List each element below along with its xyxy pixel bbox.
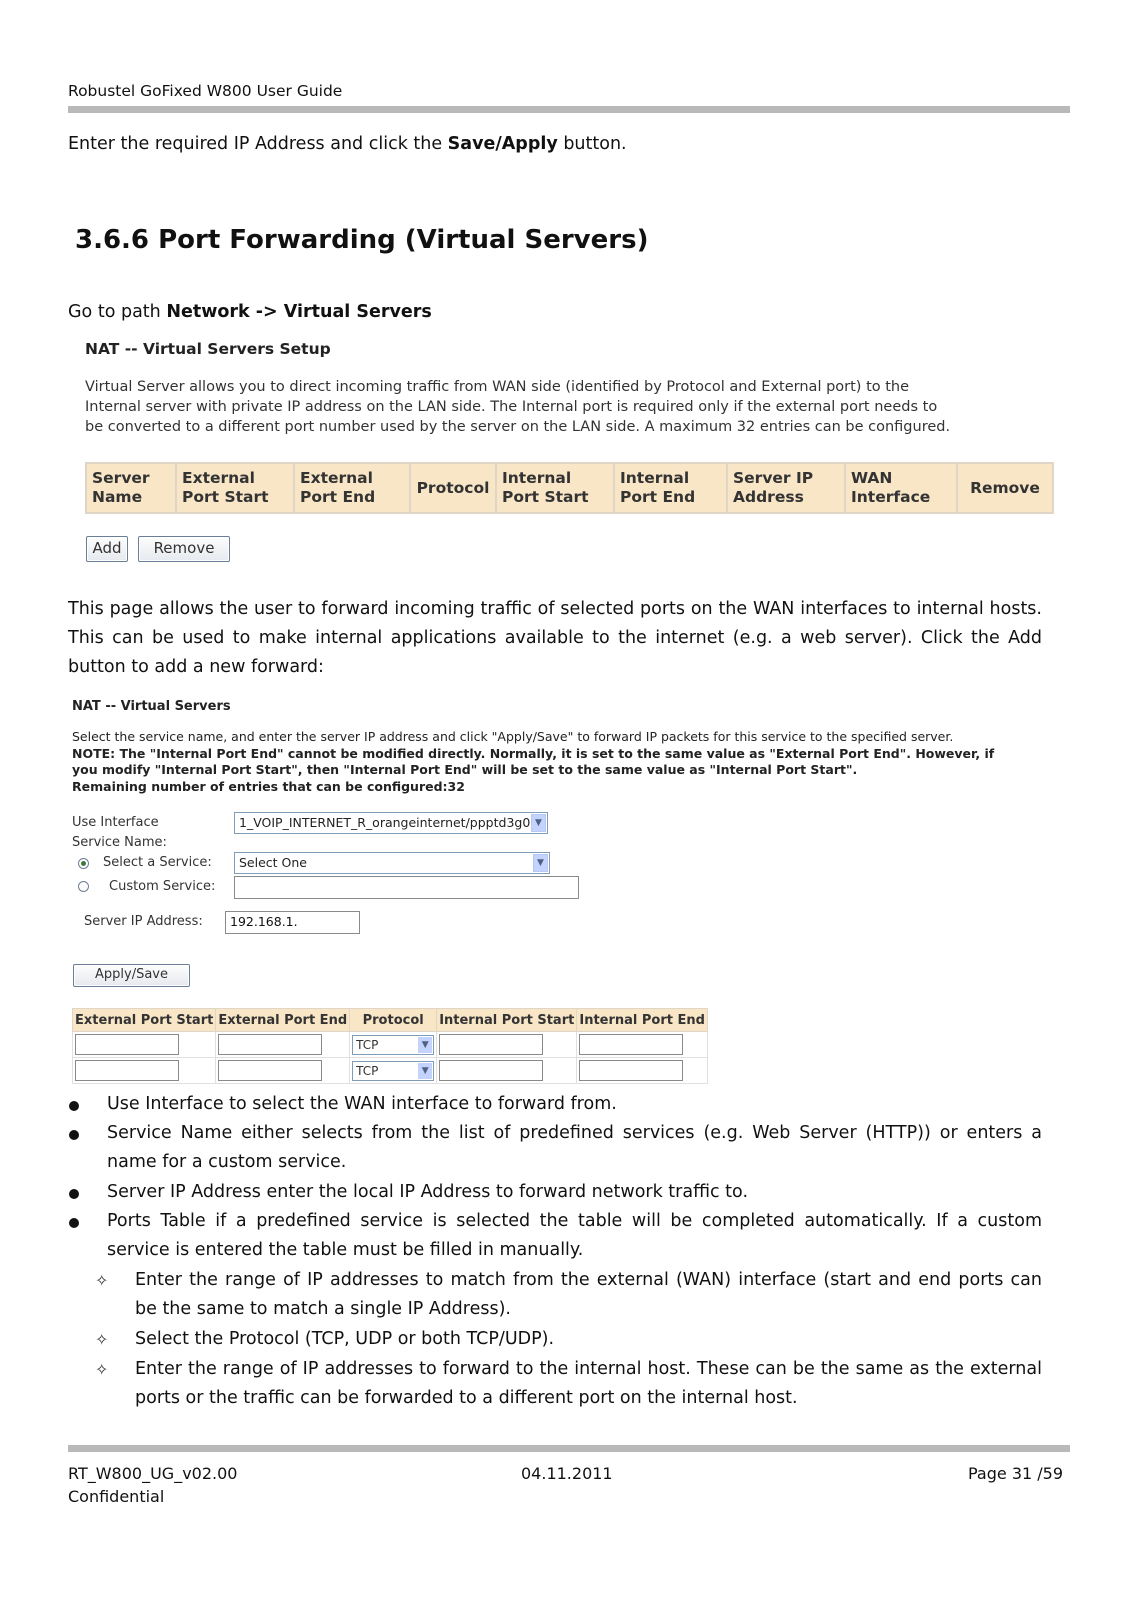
protocol-select[interactable]: TCP ▼ — [352, 1035, 434, 1055]
path-text — [68, 298, 432, 327]
table-row — [73, 1032, 708, 1058]
server-ip-label: Server IP Address: — [84, 914, 203, 929]
external-port-start-input[interactable] — [75, 1034, 179, 1055]
chevron-down-icon: ▼ — [531, 814, 546, 832]
col-internal-port-start: Internal Port Start — [496, 463, 614, 513]
shot1-desc-line: Virtual Server allows you to direct incoming traffic from WAN side (identified by Protocol and External port) to the — [85, 379, 910, 395]
col-protocol: Protocol — [350, 1009, 437, 1032]
shot2-instructions — [72, 729, 1062, 795]
server-ip-input[interactable]: 192.168.1. — [225, 911, 360, 934]
header-divider — [68, 106, 1070, 113]
remaining-entries: Remaining number of entries that can be configured:32 — [72, 778, 465, 794]
bullet-dot-icon — [69, 1130, 79, 1140]
col-external-port-start: External Port Start — [176, 463, 294, 513]
chevron-down-icon: ▼ — [418, 1063, 432, 1079]
shot1-desc — [85, 377, 1055, 437]
use-interface-value: 1_VOIP_INTERNET_R_orangeinternet/ppptd3g0 — [239, 815, 531, 830]
bullet-item: Ports Table if a predefined service is selected the table will be completed automatically. If a custom service is entered the table must be filled in manually. — [68, 1207, 1042, 1265]
section-heading: 3.6.6 Port Forwarding (Virtual Servers) — [75, 225, 649, 255]
footer-doc-id: RT_W800_UG_v02.00 — [68, 1464, 238, 1483]
diamond-star-icon: ✧ — [95, 1330, 109, 1349]
description-paragraph: This page allows the user to forward incoming traffic of selected ports on the WAN interfaces to internal hosts. This can be used to make internal applications available to the internet (e.g. a web server). Click the Add button to add a new forward: — [68, 599, 1042, 677]
intro-text — [68, 130, 627, 159]
col-external-port-end: External Port End — [294, 463, 410, 513]
internal-port-end-input[interactable] — [579, 1034, 683, 1055]
footer-divider — [68, 1445, 1070, 1452]
chevron-down-icon: ▼ — [533, 854, 548, 872]
remove-button[interactable]: Remove — [138, 536, 230, 562]
bullet-item: Service Name either selects from the list of predefined services (e.g. Web Server (HTTP)) or enters a name for a custom service. — [68, 1119, 1042, 1177]
select-service-select[interactable] — [234, 852, 550, 874]
shot1-desc-line: Internal server with private IP address on the LAN side. The Internal port is required only if the external port needs to — [85, 399, 938, 415]
service-name-label: Service Name: — [72, 835, 167, 850]
shot1-desc-line: be converted to a different port number used by the server on the LAN side. A maximum 32 entries can be configured. — [85, 419, 951, 435]
select-service-radio[interactable] — [78, 858, 89, 869]
custom-service-input[interactable] — [234, 876, 579, 899]
diamond-star-icon: ✧ — [95, 1271, 109, 1290]
select-service-label: Select a Service: — [103, 855, 212, 870]
bullet-dot-icon — [69, 1218, 79, 1228]
col-internal-port-end: Internal Port End — [614, 463, 727, 513]
footer-date: 04.11.2011 — [521, 1464, 613, 1483]
footer-confidential: Confidential — [68, 1487, 165, 1506]
col-protocol: Protocol — [410, 463, 496, 513]
diamond-star-icon: ✧ — [95, 1360, 109, 1379]
col-server-name: Server Name — [86, 463, 176, 513]
shot1-title: NAT -- Virtual Servers Setup — [85, 340, 331, 358]
apply-save-button[interactable]: Apply/Save — [73, 964, 190, 987]
custom-service-label: Custom Service: — [109, 879, 216, 894]
note-line: NOTE: The "Internal Port End" cannot be modified directly. Normally, it is set to the same value as "External Port End". However, if — [72, 745, 995, 761]
use-interface-select[interactable] — [234, 812, 548, 834]
chevron-down-icon: ▼ — [418, 1037, 432, 1053]
bullet-dot-icon — [69, 1189, 79, 1199]
ports-header-row — [73, 1009, 708, 1032]
table-header-row — [86, 463, 1053, 513]
path-prefix: Go to path — [68, 302, 167, 322]
select-service-value: Select One — [239, 855, 307, 870]
intro-after: button. — [557, 134, 627, 154]
sub-bullet-item: ✧ Enter the range of IP addresses to forward to the internal host. These can be the same as the external ports or the traffic can be forwarded to a different port on the internal host. — [95, 1355, 1042, 1413]
note-line: you modify "Internal Port Start", then "Internal Port End" will be set to the same value as "Internal Port Start". — [72, 762, 858, 777]
add-button[interactable]: Add — [86, 536, 128, 562]
table-row — [73, 1058, 708, 1084]
col-external-port-end: External Port End — [216, 1009, 350, 1032]
col-wan-interface: WAN Interface — [845, 463, 957, 513]
footer-page-number: Page 31 /59 — [968, 1464, 1064, 1483]
intro-bold: Save/Apply — [447, 134, 558, 154]
external-port-start-input[interactable] — [75, 1060, 179, 1081]
bullet-item: Use Interface to select the WAN interface to forward from. — [68, 1090, 1042, 1119]
ports-table — [72, 1008, 708, 1084]
sub-bullet-item: ✧ Select the Protocol (TCP, UDP or both TCP/UDP). — [95, 1325, 1042, 1354]
shot2-title: NAT -- Virtual Servers — [72, 699, 231, 714]
sub-bullet-item: ✧ Enter the range of IP addresses to match from the external (WAN) interface (start and end ports can be the same to match a single IP Address). — [95, 1266, 1042, 1324]
custom-service-radio[interactable] — [78, 881, 89, 892]
path-bold: Network -> Virtual Servers — [166, 302, 432, 322]
col-remove: Remove — [957, 463, 1053, 513]
instruction-line: Select the service name, and enter the server IP address and click "Apply/Save" to forward IP packets for this service to the specified server. — [72, 729, 954, 744]
bullet-dot-icon — [69, 1101, 79, 1111]
internal-port-end-input[interactable] — [579, 1060, 683, 1081]
col-external-port-start: External Port Start — [73, 1009, 216, 1032]
col-internal-port-end: Internal Port End — [577, 1009, 708, 1032]
internal-port-start-input[interactable] — [439, 1060, 543, 1081]
external-port-end-input[interactable] — [218, 1034, 322, 1055]
internal-port-start-input[interactable] — [439, 1034, 543, 1055]
protocol-select[interactable]: TCP ▼ — [352, 1061, 434, 1081]
bullet-item: Server IP Address enter the local IP Address to forward network traffic to. — [68, 1178, 1042, 1207]
external-port-end-input[interactable] — [218, 1060, 322, 1081]
col-server-ip-address: Server IP Address — [727, 463, 845, 513]
virtual-servers-table — [85, 462, 1054, 514]
page-header-title: Robustel GoFixed W800 User Guide — [68, 82, 343, 100]
col-internal-port-start: Internal Port Start — [437, 1009, 577, 1032]
intro-before: Enter the required IP Address and click the — [68, 134, 448, 154]
use-interface-label: Use Interface — [72, 815, 159, 830]
